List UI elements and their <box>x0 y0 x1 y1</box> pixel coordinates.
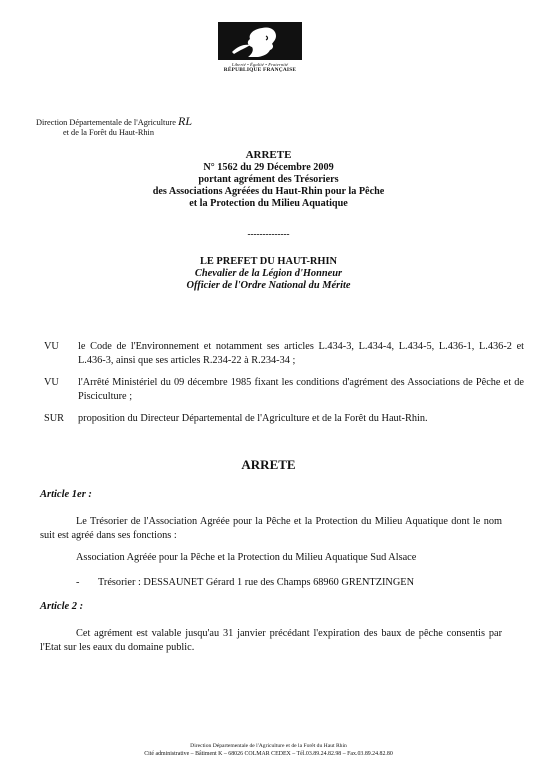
issuer-line-2: et de la Forêt du Haut-Rhin <box>63 128 155 137</box>
visa-text: le Code de l'Environnement et notamment ses articles L.434-3, L.434-4, L.434-5, L.436-1, L.436-2 et L.436-3, ainsi que ses articles R.234-22 à R.234-34 ; <box>78 341 524 366</box>
visa-item <box>44 376 524 404</box>
visa-label: VU <box>44 341 59 352</box>
footer-line-1: Direction Départementale de l'Agriculture et de la Forêt du Haut Rhin <box>190 743 347 749</box>
subject-line: des Associations Agréées du Haut-Rhin pour la Pêche <box>152 186 385 197</box>
subject-line: portant agrément des Trésoriers <box>198 174 339 185</box>
decree-heading: ARRETE <box>241 457 296 472</box>
visa-label: SUR <box>44 413 65 424</box>
motto: Liberté • Égalité • Fraternité <box>231 62 289 67</box>
separator: -------------- <box>247 229 290 239</box>
republic-name: RÉPUBLIQUE FRANÇAISE <box>223 67 297 73</box>
issuer-line-1: Direction Départementale de l'Agriculture <box>36 118 176 127</box>
visa-label: VU <box>44 377 59 388</box>
prefet-title-1: Chevalier de la Légion d'Honneur <box>194 268 343 279</box>
article-2-label: Article 2 : <box>40 601 84 612</box>
association-name: Association Agréée pour la Pêche et la Protection du Milieu Aquatique Sud Alsace <box>76 552 417 563</box>
article-2-text: Cet agrément est valable jusqu'au 31 janvier précédant l'expiration des baux de pêche consentis par l'Etat sur les eaux du domaine public. <box>40 628 502 653</box>
article-1-label: Article 1er : <box>40 489 92 500</box>
marianne-logo <box>218 22 302 73</box>
visa-item <box>44 340 524 368</box>
arrete-subject <box>0 162 537 210</box>
visa-text: proposition du Directeur Départemental de l'Agriculture et de la Forêt du Haut-Rhin. <box>78 413 428 424</box>
issuer-block <box>36 114 193 138</box>
list-dash: - <box>76 577 80 588</box>
arrete-heading: ARRETE <box>245 149 292 161</box>
initials-signature: RL <box>178 114 193 128</box>
footer-line-2: Cité administrative – Bâtiment K – 68026 COLMAR CEDEX – Tél.03.89.24.82.98 – Fax.03.89.24.82.80 <box>144 751 393 757</box>
visa-text: l'Arrêté Ministériel du 09 décembre 1985 fixant les conditions d'agrément des Associations de Pêche et de Pisciculture ; <box>78 377 524 402</box>
article-1-text: Le Trésorier de l'Association Agréée pour la Pêche et la Protection du Milieu Aquatique dont le nom suit est agréé dans ses fonctions : <box>40 516 502 541</box>
prefet-title-2: Officier de l'Ordre National du Mérite <box>186 280 351 291</box>
subject-line: et la Protection du Milieu Aquatique <box>189 198 348 209</box>
treasurer-entry <box>76 576 414 590</box>
arrete-number: N° 1562 du 29 Décembre 2009 <box>203 162 334 173</box>
prefet-block <box>0 256 537 292</box>
prefet-name: LE PREFET DU HAUT-RHIN <box>199 256 338 267</box>
footer <box>0 742 537 758</box>
marianne-emblem-icon <box>218 22 302 60</box>
visa-item <box>44 412 524 426</box>
treasurer-text: Trésorier : DESSAUNET Gérard 1 rue des Champs 68960 GRENTZINGEN <box>98 577 415 588</box>
